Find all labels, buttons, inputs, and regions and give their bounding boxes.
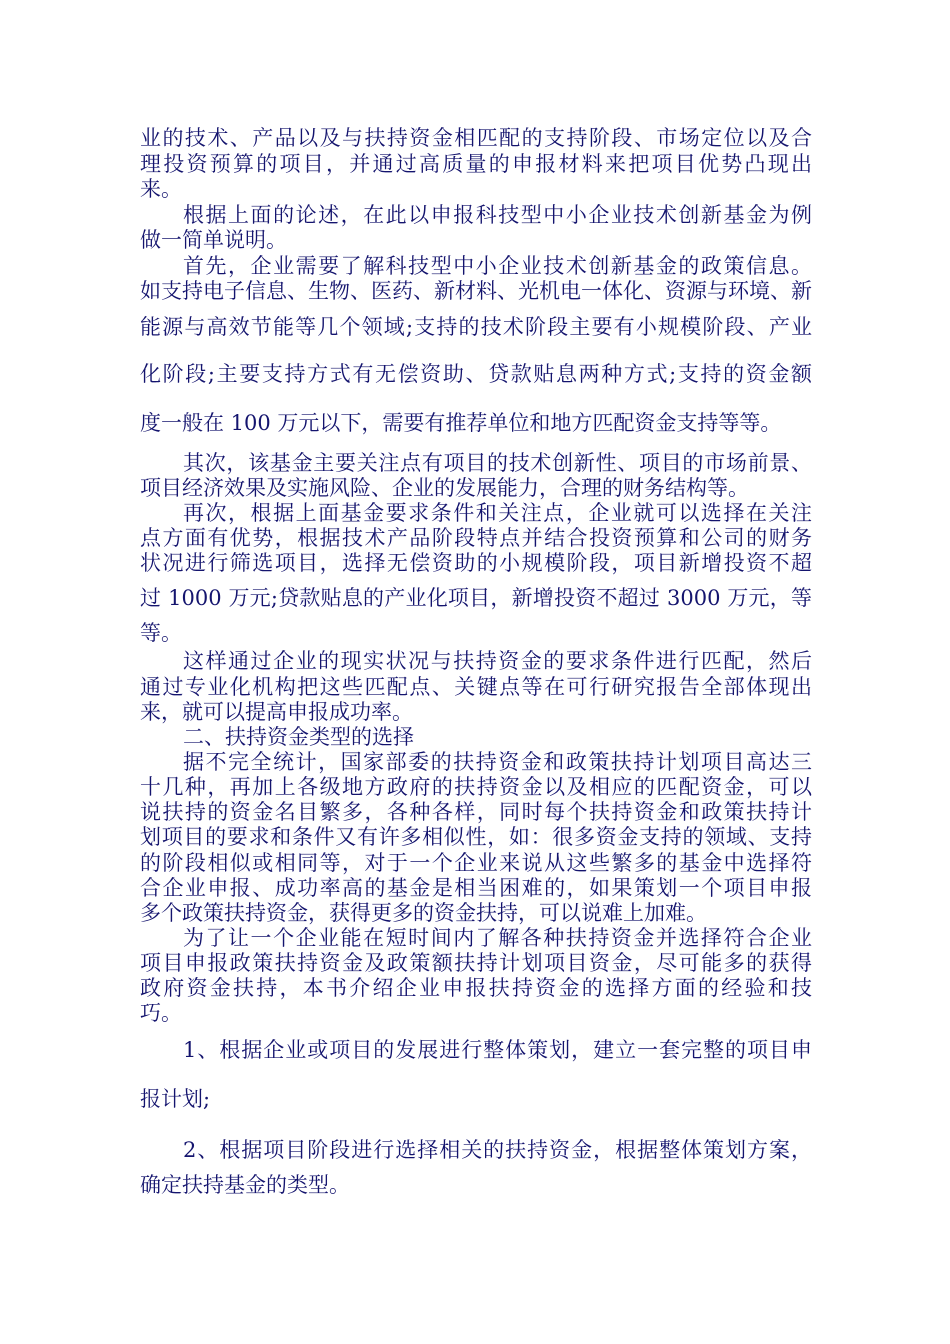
text-line: 首先，企业需要了解科技型中小企业技术创新基金的政策信息。 <box>183 254 812 278</box>
text-line: 划项目的要求和条件又有许多相似性，如：很多资金支持的领域、支持 <box>140 825 812 849</box>
text-line: 多个政策扶持资金，获得更多的资金扶持，可以说难上加难。 <box>140 901 707 925</box>
text-line: 度一般在 100 万元以下，需要有推荐单位和地方匹配资金支持等等。 <box>140 411 782 435</box>
text-line: 巧。 <box>140 1001 182 1025</box>
text-line: 十几种，再加上各级地方政府的扶持资金以及相应的匹配资金，可以 <box>140 775 812 799</box>
text-line: 说扶持的资金名目繁多，各种各样，同时每个扶持资金和政策扶持计 <box>140 800 812 824</box>
text-line: 项目申报政策扶持资金及政策额扶持计划项目资金，尽可能多的获得 <box>140 951 812 975</box>
text-line: 合企业申报、成功率高的基金是相当困难的，如果策划一个项目申报 <box>140 876 812 900</box>
text-line: 做一简单说明。 <box>140 228 287 252</box>
text-line: 根据上面的论述，在此以申报科技型中小企业技术创新基金为例 <box>183 203 812 227</box>
text-line: 再次，根据上面基金要求条件和关注点，企业就可以选择在关注 <box>183 501 812 525</box>
text-line: 来。 <box>140 177 182 201</box>
list-item: 2、根据项目阶段进行选择相关的扶持资金，根据整体策划方案， <box>183 1138 812 1162</box>
text-line: 政府资金扶持，本书介绍企业申报扶持资金的选择方面的经验和技 <box>140 976 812 1000</box>
text-line: 项目经济效果及实施风险、企业的发展能力，合理的财务结构等。 <box>140 476 749 500</box>
list-item: 1、根据企业或项目的发展进行整体策划，建立一套完整的项目申 <box>183 1038 812 1062</box>
text-line: 点方面有优势，根据技术产品阶段特点并结合投资预算和公司的财务 <box>140 526 812 550</box>
text-line: 来，就可以提高申报成功率。 <box>140 700 413 724</box>
text-line: 如支持电子信息、生物、医药、新材料、光机电一体化、资源与环境、新 <box>140 279 812 303</box>
text-line: 其次，该基金主要关注点有项目的技术创新性、项目的市场前景、 <box>183 451 812 475</box>
text-line: 据不完全统计，国家部委的扶持资金和政策扶持计划项目高达三 <box>183 750 812 774</box>
text-line: 的阶段相似或相同等，对于一个企业来说从这些繁多的基金中选择符 <box>140 851 812 875</box>
text-line: 过 1000 万元;贷款贴息的产业化项目，新增投资不超过 3000 万元，等 <box>140 586 812 610</box>
list-item-continuation: 报计划; <box>140 1087 211 1111</box>
text-line: 化阶段;主要支持方式有无偿资助、贷款贴息两种方式;支持的资金额 <box>140 362 812 386</box>
section-heading: 二、扶持资金类型的选择 <box>183 725 414 749</box>
text-line: 理投资预算的项目，并通过高质量的申报材料来把项目优势凸现出 <box>140 152 812 176</box>
text-line: 等。 <box>140 621 182 645</box>
text-line: 状况进行筛选项目，选择无偿资助的小规模阶段，项目新增投资不超 <box>140 551 812 575</box>
text-line: 通过专业化机构把这些匹配点、关键点等在可行研究报告全部体现出 <box>140 675 812 699</box>
text-line: 业的技术、产品以及与扶持资金相匹配的支持阶段、市场定位以及合 <box>140 126 812 150</box>
list-item-continuation: 确定扶持基金的类型。 <box>140 1173 350 1197</box>
text-line: 为了让一个企业能在短时间内了解各种扶持资金并选择符合企业 <box>183 926 812 950</box>
text-line: 这样通过企业的现实状况与扶持资金的要求条件进行匹配，然后 <box>183 649 812 673</box>
text-line: 能源与高效节能等几个领域;支持的技术阶段主要有小规模阶段、产业 <box>140 315 812 339</box>
